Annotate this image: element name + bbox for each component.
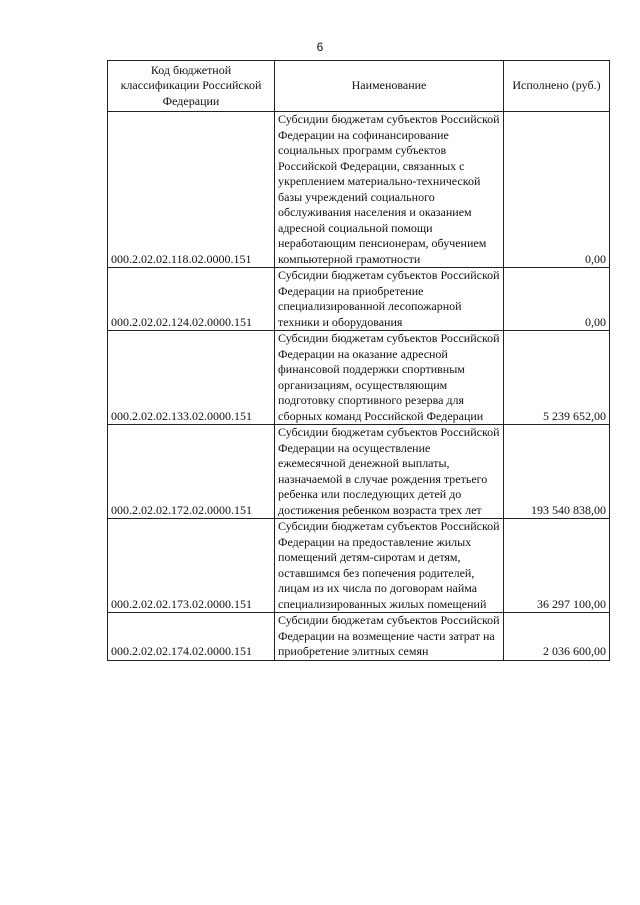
row-code: 000.2.02.02.174.02.0000.151 xyxy=(108,613,275,661)
row-name: Субсидии бюджетам субъектов Российской Федерации на предоставление жилых помещений детям-сиротам и детям, оставшимся без попечения родителей, лицам из их числа по договорам найма специализированных жилых помещений xyxy=(275,519,504,613)
header-amount: Исполнено (руб.) xyxy=(504,61,610,112)
row-amount: 5 239 652,00 xyxy=(504,331,610,425)
row-amount: 2 036 600,00 xyxy=(504,613,610,661)
row-amount: 0,00 xyxy=(504,268,610,331)
row-amount: 0,00 xyxy=(504,112,610,268)
row-code: 000.2.02.02.118.02.0000.151 xyxy=(108,112,275,268)
row-name: Субсидии бюджетам субъектов Российской Федерации на приобретение специализированной лесопожарной техники и оборудования xyxy=(275,268,504,331)
table-row xyxy=(108,425,610,519)
row-code: 000.2.02.02.172.02.0000.151 xyxy=(108,425,275,519)
table-row xyxy=(108,268,610,331)
table-header-row xyxy=(108,61,610,112)
header-code: Код бюджетной классификации Российской Федерации xyxy=(108,61,275,112)
row-name: Субсидии бюджетам субъектов Российской Федерации на возмещение части затрат на приобретение элитных семян xyxy=(275,613,504,661)
table-row xyxy=(108,519,610,613)
row-code: 000.2.02.02.124.02.0000.151 xyxy=(108,268,275,331)
budget-table xyxy=(107,60,610,661)
row-amount: 36 297 100,00 xyxy=(504,519,610,613)
row-code: 000.2.02.02.173.02.0000.151 xyxy=(108,519,275,613)
row-name: Субсидии бюджетам субъектов Российской Федерации на осуществление ежемесячной денежной выплаты, назначаемой в случае рождения третьего ребенка или последующих детей до достижения ребенком возраста трех лет xyxy=(275,425,504,519)
row-code: 000.2.02.02.133.02.0000.151 xyxy=(108,331,275,425)
table-row xyxy=(108,112,610,268)
row-amount: 193 540 838,00 xyxy=(504,425,610,519)
table-row xyxy=(108,331,610,425)
row-name: Субсидии бюджетам субъектов Российской Федерации на оказание адресной финансовой поддержки спортивным организациям, осуществляющим подготовку спортивного резерва для сборных команд Российской Федерации xyxy=(275,331,504,425)
table-row xyxy=(108,613,610,661)
page-number: 6 xyxy=(316,40,324,54)
row-name: Субсидии бюджетам субъектов Российской Федерации на софинансирование социальных программ субъектов Российской Федерации, связанных с укреплением материально-технической базы учреждений социального обслуживания населения и оказанием адресной социальной помощи неработающим пенсионерам, обучением компьютерной грамотности xyxy=(275,112,504,268)
header-name: Наименование xyxy=(275,61,504,112)
